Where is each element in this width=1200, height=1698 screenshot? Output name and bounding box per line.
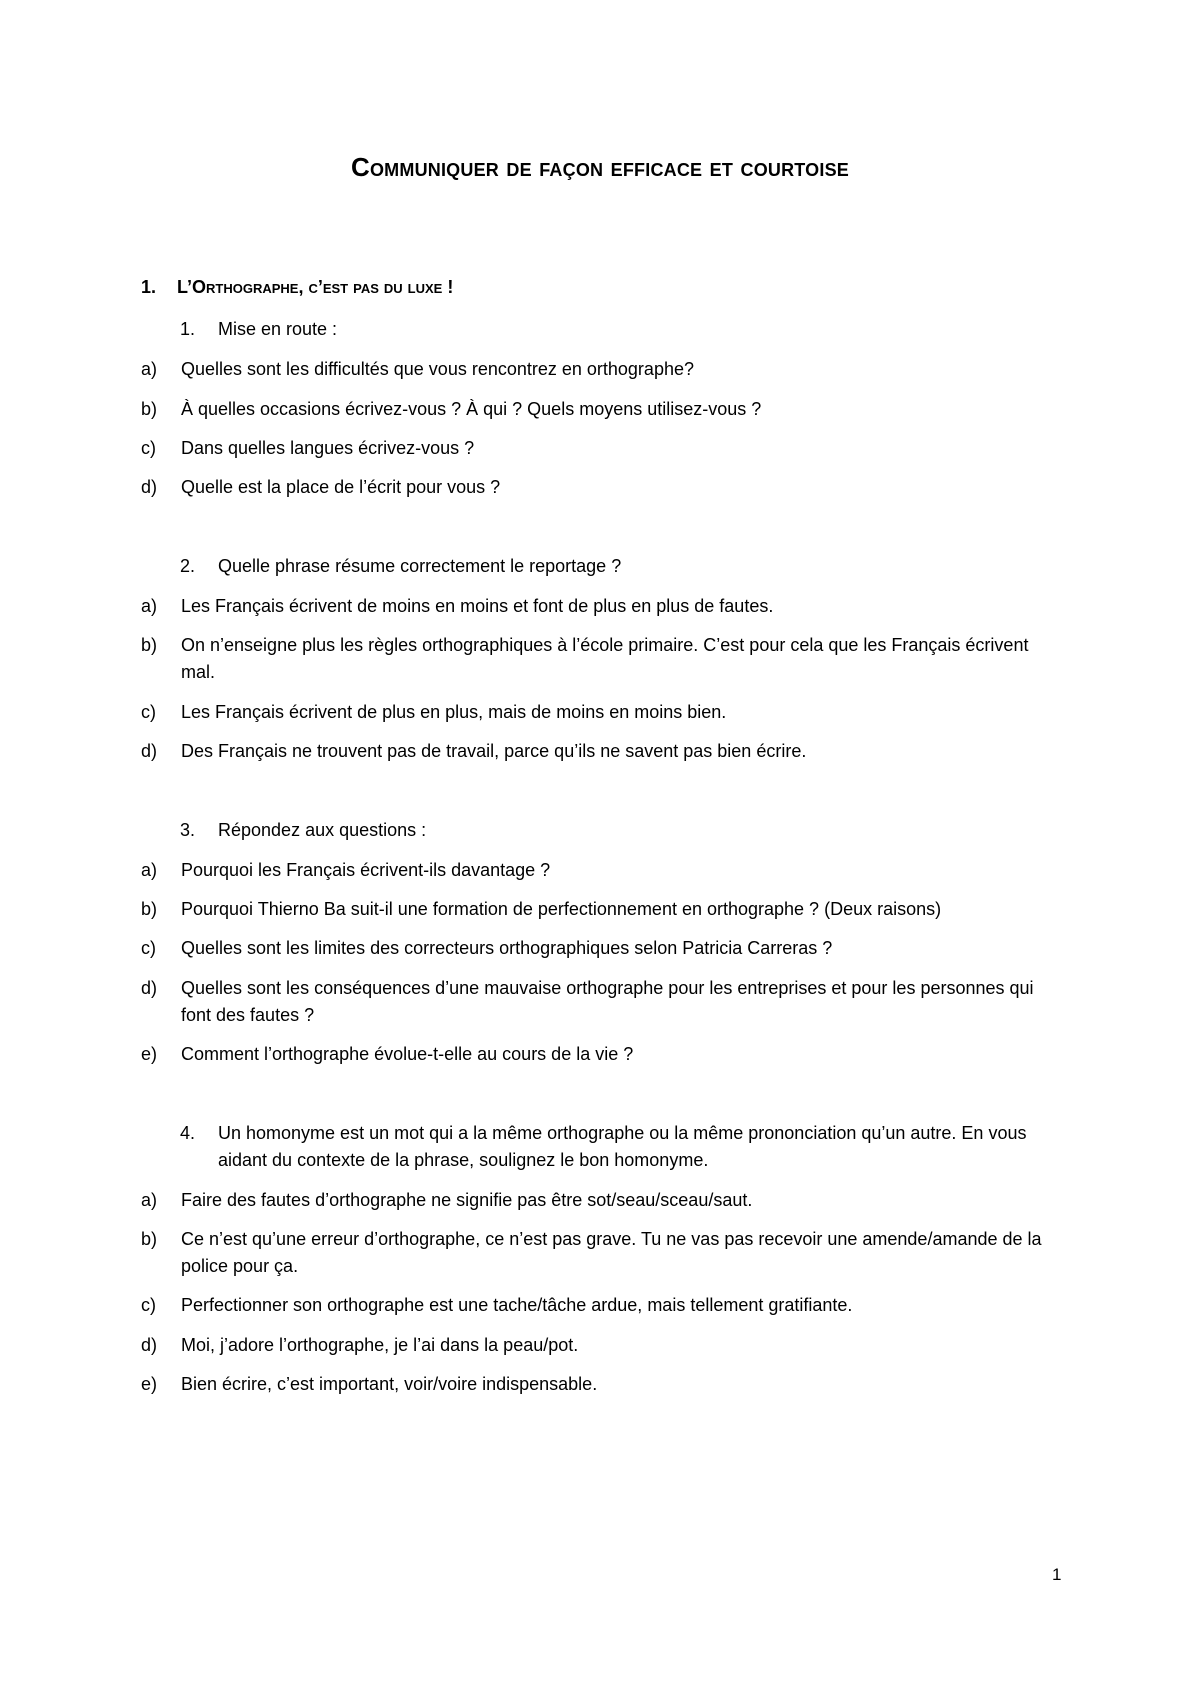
question-number: 1. — [180, 319, 196, 339]
question-4-item-e — [141, 1371, 1061, 1398]
question-2-item-a — [141, 593, 1061, 620]
question-3-item-b — [141, 896, 1061, 923]
question-4-heading — [180, 1120, 1060, 1174]
section-number: 1. — [141, 277, 157, 297]
item-text: Les Français écrivent de plus en plus, mais de moins en moins bien. — [181, 702, 727, 722]
item-letter: a) — [141, 860, 158, 880]
question-4-item-d — [141, 1332, 1061, 1359]
item-text: Faire des fautes d’orthographe ne signifie pas être sot/seau/sceau/saut. — [181, 1190, 753, 1210]
item-text: Moi, j’adore l’orthographe, je l’ai dans la peau/pot. — [181, 1335, 579, 1355]
question-2-heading — [180, 553, 1060, 580]
item-letter: c) — [141, 438, 156, 458]
item-letter: b) — [141, 1229, 158, 1249]
question-2-item-d — [141, 738, 1061, 765]
item-letter: a) — [141, 359, 158, 379]
item-letter: d) — [141, 477, 158, 497]
item-letter: a) — [141, 1190, 158, 1210]
item-letter: e) — [141, 1044, 158, 1064]
item-text: Quelles sont les limites des correcteurs orthographiques selon Patricia Carreras ? — [181, 938, 833, 958]
item-letter: b) — [141, 399, 158, 419]
item-text: Des Français ne trouvent pas de travail, parce qu’ils ne savent pas bien écrire. — [181, 741, 807, 761]
section-title: L’Orthographe, c’est pas du luxe ! — [177, 277, 454, 297]
item-text: À quelles occasions écrivez-vous ? À qui ? Quels moyens utilisez-vous ? — [181, 399, 762, 419]
question-title: Quelle phrase résume correctement le reportage ? — [218, 556, 622, 576]
item-letter: c) — [141, 938, 156, 958]
question-1-item-a — [141, 356, 1061, 383]
item-text: Comment l’orthographe évolue-t-elle au cours de la vie ? — [181, 1044, 634, 1064]
question-1-heading — [180, 316, 1060, 343]
question-4-item-c — [141, 1292, 1061, 1319]
item-text: On n’enseigne plus les règles orthographiques à l’école primaire. C’est pour cela que les Français écrivent mal. — [181, 635, 1029, 682]
item-text: Perfectionner son orthographe est une tache/tâche ardue, mais tellement gratifiante. — [181, 1295, 853, 1315]
document-title: Communiquer de façon efficace et courtoise — [351, 152, 849, 182]
question-2-item-b — [141, 632, 1061, 686]
question-2-item-c — [141, 699, 1061, 726]
item-text: Pourquoi les Français écrivent-ils davantage ? — [181, 860, 551, 880]
section-heading — [141, 277, 453, 298]
item-text: Dans quelles langues écrivez-vous ? — [181, 438, 475, 458]
item-letter: b) — [141, 899, 158, 919]
item-text: Bien écrire, c’est important, voir/voire indispensable. — [181, 1374, 598, 1394]
page-number: 1 — [1052, 1565, 1062, 1584]
item-letter: e) — [141, 1374, 158, 1394]
question-title: Un homonyme est un mot qui a la même orthographe ou la même prononciation qu’un autre. En vous aidant du contexte de la phrase, soulignez le bon homonyme. — [218, 1123, 1027, 1170]
question-3-item-d — [141, 975, 1061, 1029]
item-letter: d) — [141, 978, 158, 998]
question-3-item-e — [141, 1041, 1061, 1068]
item-letter: d) — [141, 1335, 158, 1355]
item-letter: b) — [141, 635, 158, 655]
question-title: Répondez aux questions : — [218, 820, 427, 840]
question-1-item-b — [141, 396, 1061, 423]
question-number: 2. — [180, 556, 196, 576]
question-1-item-c — [141, 435, 1061, 462]
question-title: Mise en route : — [218, 319, 338, 339]
question-4-item-b — [141, 1226, 1061, 1280]
item-letter: d) — [141, 741, 158, 761]
question-4-item-a — [141, 1187, 1061, 1214]
item-text: Pourquoi Thierno Ba suit-il une formation de perfectionnement en orthographe ? (Deux raisons) — [181, 899, 942, 919]
item-letter: c) — [141, 702, 156, 722]
question-3-item-c — [141, 935, 1061, 962]
question-number: 4. — [180, 1123, 196, 1143]
item-letter: a) — [141, 596, 158, 616]
question-1-item-d — [141, 474, 1061, 501]
item-text: Quelle est la place de l’écrit pour vous ? — [181, 477, 501, 497]
question-3-item-a — [141, 857, 1061, 884]
item-text: Quelles sont les conséquences d’une mauvaise orthographe pour les entreprises et pour les personnes qui font des fautes ? — [181, 978, 1034, 1025]
item-text: Les Français écrivent de moins en moins et font de plus en plus de fautes. — [181, 596, 774, 616]
question-number: 3. — [180, 820, 196, 840]
item-text: Ce n’est qu’une erreur d’orthographe, ce n’est pas grave. Tu ne vas pas recevoir une amende/amande de la police pour ça. — [181, 1229, 1042, 1276]
question-3-heading — [180, 817, 1060, 844]
item-text: Quelles sont les difficultés que vous rencontrez en orthographe? — [181, 359, 694, 379]
item-letter: c) — [141, 1295, 156, 1315]
